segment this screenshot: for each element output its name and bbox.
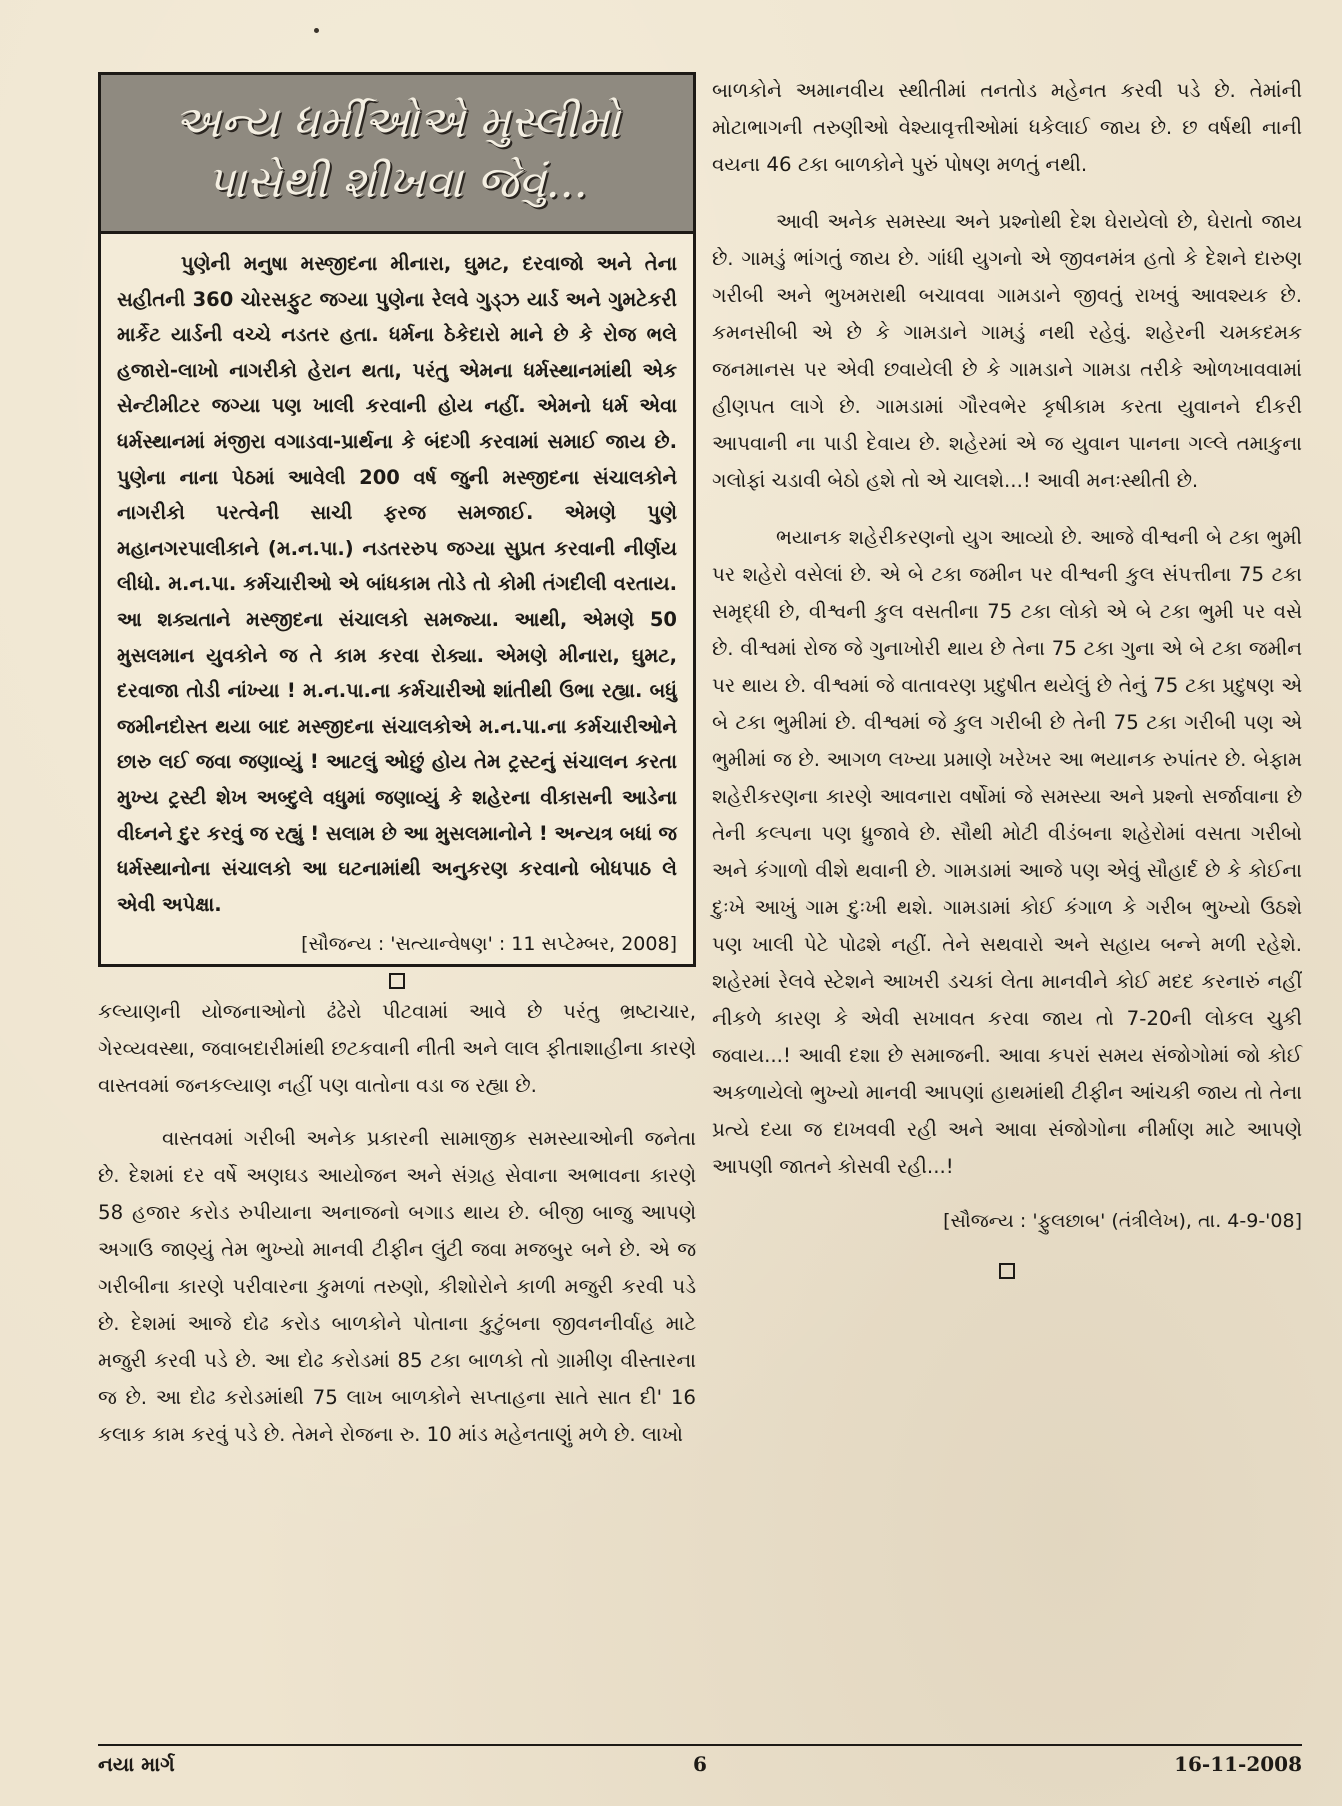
footer-divider bbox=[98, 1744, 1302, 1746]
page-footer bbox=[98, 1752, 1302, 1788]
publication-name: નયા માર્ગ bbox=[98, 1752, 175, 1776]
boxed-article bbox=[98, 72, 696, 967]
boxed-article-title-line2: પાસેથી શીખવા જેવું... bbox=[206, 157, 588, 208]
ink-speck bbox=[314, 28, 319, 33]
boxed-article-title-line1: અન્ય ધર્મીઓએ મુસ્લીમો bbox=[174, 97, 620, 148]
right-article-credit: [સૌજન્ય : 'ફુલછાબ' (તંત્રીલેખ), તા. 4-9-'08] bbox=[943, 1210, 1302, 1232]
boxed-article-text: પુણેની મનુષા મસ્જીદના મીનારા, ઘુમટ, દરવાજો અને તેના સહીતની 360 ચોરસફુટ જગ્યા પુણેના રેલવે ગુડ્ઝ યાર્ડ અને ગુમટેકરી માર્કેટ યાર્ડની વચ્ચે નડતર હતા. ધર્મના ઠેકેદારો માને છે કે રોજ ભલે હજારો-લાખો નાગરીકો હેરાન થતા, પરંતુ એમના ધર્મસ્થાનમાંથી એક સેન્ટીમીટર જગ્યા પણ ખાલી કરવાની હોય નહીં. એમનો ધર્મ એવા ધર્મસ્થાનમાં મંજીરા વગાડવા-પ્રાર્થના કે બંદગી કરવામાં સમાઈ જાય છે. પુણેના નાના પેઠમાં આવેલી 200 વર્ષ જુની મસ્જીદના સંચાલકોને નાગરીકો પરત્વેની સાચી ફરજ સમજાઈ. એમણે પુણે મહાનગરપાલીકાને (મ.ન.પા.) નડતરરુપ જગ્યા સુપ્રત કરવાની નીર્ણય લીધો. મ.ન.પા. કર્મચારીઓ એ બાંધકામ તોડે તો કોમી તંગદીલી વરતાય. આ શક્યતાને મસ્જીદના સંચાલકો સમજ્યા. આથી, એમણે 50 મુસલમાન યુવકોને જ તે કામ કરવા રોક્યા. એમણે મીનારા, ઘુમટ, દરવાજા તોડી નાંખ્યા ! મ.ન.પા.ના કર્મચારીઓ શાંતીથી ઉભા રહ્યા. બધું જમીનદોસ્ત થયા બાદ મસ્જીદના સંચાલકોએ મ.ન.પા.ના કર્મચારીઓને છારુ લઈ જવા જણાવ્યું ! આટલું ઓછું હોય તેમ ટ્રસ્ટનું સંચાલન કરતા મુખ્ય ટ્રસ્ટી શેખ અબ્દુલે વધુમાં જણાવ્યું કે શહેરના વીકાસની આડેના વીઘ્નને દુર કરવું જ રહ્યું ! સલામ છે આ મુસલમાનોને ! અન્યત્ર બધાં જ ધર્મસ્થાનોના સંચાલકો આ ઘટનામાંથી અનુકરણ કરવાનો બોધપાઠ લે એવી અપેક્ષા. bbox=[117, 252, 677, 916]
right-paragraph-2: આવી અનેક સમસ્યા અને પ્રશ્નોથી દેશ ઘેરાયેલો છે, ઘેરાતો જાય છે. ગામડું ભાંગતું જાય છે. ગાંધી યુગનો એ જીવનમંત્ર હતો કે દેશને દારુણ ગરીબી અને ભુખમરાથી બચાવવા ગામડાને જીવતું રાખવું આવશ્યક છે. કમનસીબી એ છે કે ગામડાને ગામડું નથી રહેવું. શહેરની ચમકદમક જનમાનસ પર એવી છવાયેલી છે કે ગામડાને ગામડા તરીકે ઓળખાવવામાં હીણપત લાગે છે. ગામડામાં ગૌરવભેર કૃષીકામ કરતા યુવાનને દીકરી આપવાની ના પાડી દેવાય છે. શહેરમાં એ જ યુવાન પાનના ગલ્લે તમાકુના ગલોફાં ચડાવી બેઠો હશે તો એ ચાલશે...! આવી મનઃસ્થીતી છે. bbox=[712, 210, 1302, 492]
left-paragraph-1: કલ્યાણની યોજનાઓનો ઢંઢેરો પીટવામાં આવે છે પરંતુ ભ્રષ્ટાચાર, ગેરવ્યવસ્થા, જવાબદારીમાંથી છટકવાની નીતી અને લાલ ફીતાશાહીના કારણે વાસ્તવમાં જનકલ્યાણ નહીં પણ વાતોના વડા જ રહ્યા છે. bbox=[98, 1000, 696, 1098]
end-of-article-square-icon bbox=[999, 1263, 1015, 1279]
boxed-article-header bbox=[101, 75, 693, 234]
left-paragraph-2: વાસ્તવમાં ગરીબી અનેક પ્રકારની સામાજીક સમસ્યાઓની જનેતા છે. દેશમાં દર વર્ષે અણઘડ આયોજન અને સંગ્રહ સેવાના અભાવના કારણે 58 હજાર કરોડ રુપીયાના અનાજનો બગાડ થાય છે. બીજી બાજુ આપણે અગાઉ જાણ્યું તેમ ભુખ્યો માનવી ટીફીન લુંટી જવા મજબુર બને છે. એ જ ગરીબીના કારણે પરીવારના કુમળાં તરુણો, કીશોરોને કાળી મજુરી કરવી પડે છે. દેશમાં આજે દોઢ કરોડ બાળકોને પોતાના કુટુંબના જીવનનીર્વાહ માટે મજુરી કરવી પડે છે. આ દોઢ કરોડમાં 85 ટકા બાળકો તો ગ્રામીણ વીસ્તારના જ છે. આ દોઢ કરોડમાંથી 75 લાખ બાળકોને સપ્તાહના સાતે સાત દી' 16 કલાક કામ કરવું પડે છે. તેમને રોજના રુ. 10 માંડ મહેનતાણું મળે છે. લાખો bbox=[98, 1127, 696, 1447]
boxed-article-credit: [સૌજન્ય : 'સત્યાન્વેષણ' : 11 સપ્ટેમ્બર, 2008] bbox=[301, 933, 677, 956]
boxed-article-body bbox=[101, 234, 693, 964]
page-number: 6 bbox=[693, 1752, 707, 1776]
issue-date: 16-11-2008 bbox=[1174, 1752, 1302, 1776]
right-column bbox=[712, 72, 1302, 1279]
left-column bbox=[98, 72, 696, 1453]
right-column-text bbox=[712, 72, 1302, 1185]
left-column-text bbox=[98, 993, 696, 1453]
right-paragraph-3: ભયાનક શહેરીકરણનો યુગ આવ્યો છે. આજે વીશ્વની બે ટકા ભુમી પર શહેરો વસેલાં છે. એ બે ટકા જમીન પર વીશ્વની કુલ સંપત્તીના 75 ટકા સમૃદ્ધી છે, વીશ્વની કુલ વસતીના 75 ટકા લોકો એ બે ટકા ભુમી પર વસે છે. વીશ્વમાં રોજ જે ગુનાખોરી થાય છે તેના 75 ટકા ગુના એ બે ટકા જમીન પર થાય છે. વીશ્વમાં જે વાતાવરણ પ્રદુષીત થયેલું છે તેનું 75 ટકા પ્રદુષણ એ બે ટકા ભુમીમાં છે. વીશ્વમાં જે કુલ ગરીબી છે તેની 75 ટકા ગરીબી પણ એ ભુમીમાં જ છે. આગળ લખ્યા પ્રમાણે ખરેખર આ ભયાનક રુપાંતર છે. બેફામ શહેરીકરણના કારણે આવનારા વર્ષોમાં જે સમસ્યા અને પ્રશ્નો સર્જાવાના છે તેની કલ્પના પણ ધ્રુજાવે છે. સૌથી મોટી વીડંબના શહેરોમાં વસતા ગરીબો અને કંગાળો વીશે થવાની છે. ગામડામાં આજે પણ એવું સૌહાર્દ છે કે કોઈના દુઃખે આખું ગામ દુઃખી થશે. ગામડામાં કોઈ કંગાળ કે ગરીબ ભુખ્યો ઉઠશે પણ ખાલી પેટે પોઢશે નહીં. તેને સથવારો અને સહાય બન્ને મળી રહેશે. શહેરમાં રેલવે સ્ટેશને આખરી ડચકાં લેતા માનવીને કોઈ મદદ કરનારું નહીં નીકળે કારણ કે એવી સખાવત કરવા જાય તો 7-20ની લોકલ ચુકી જવાય...! આવી દશા છે સમાજની. આવા કપરાં સમય સંજોગોમાં જો કોઈ અકળાયેલો ભુખ્યો માનવી આપણાં હાથમાંથી ટીફીન આંચકી જાય તો તેના પ્રત્યે દયા જ દાખવવી રહી અને આવા સંજોગોના નીર્માણ માટે આપણે આપણી જાતને કોસવી રહી...! bbox=[712, 526, 1302, 1178]
right-paragraph-1: બાળકોને અમાનવીય સ્થીતીમાં તનતોડ મહેનત કરવી પડે છે. તેમાંની મોટાભાગની તરુણીઓ વેશ્યાવૃત્તીઓમાં ધકેલાઈ જાય છે. છ વર્ષથી નાની વયના 46 ટકા બાળકોને પુરું પોષણ મળતું નથી. bbox=[712, 79, 1302, 176]
end-of-article-square-icon bbox=[389, 973, 405, 989]
